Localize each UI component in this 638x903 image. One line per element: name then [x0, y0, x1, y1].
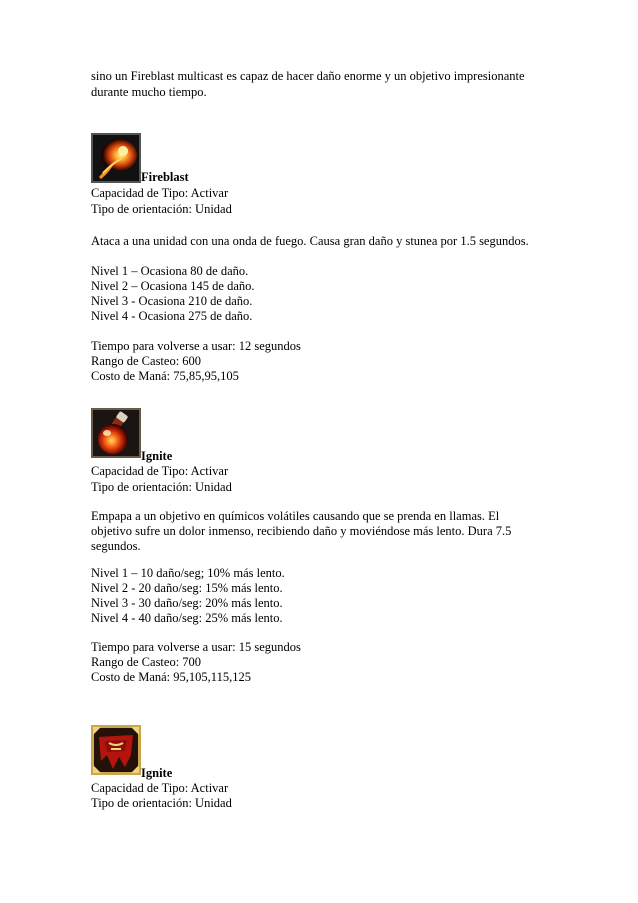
intro-line-2: durante mucho tiempo.: [91, 85, 207, 99]
fireblast-level-3: Nivel 3 - Ocasiona 210 de daño.: [91, 294, 253, 308]
ignite-tipo: Capacidad de Tipo: Activar: [91, 464, 229, 478]
ignite-potion-icon: [91, 408, 141, 458]
ignite-level-3: Nivel 3 - 30 daño/seg: 20% más lento.: [91, 596, 283, 610]
fireblast-orientacion: Tipo de orientación: Unidad: [91, 202, 232, 216]
ignite-level-4: Nivel 4 - 40 daño/seg: 25% más lento.: [91, 611, 283, 625]
ignite-description-line-1: Empapa a un objetivo en químicos volátiles causando que se prenda en llamas. El: [91, 509, 500, 523]
fireblast-description: Ataca a una unidad con una onda de fuego. Causa gran daño y stunea por 1.5 segundos.: [91, 234, 529, 248]
ignite-description-line-2: objetivo sufre un dolor inmenso, recibiendo daño y moviéndose más lento. Dura 7.5: [91, 524, 512, 538]
fireblast-icon: [91, 133, 141, 183]
fireblast-level-4: Nivel 4 - Ocasiona 275 de daño.: [91, 309, 253, 323]
ignite-2-tipo: Capacidad de Tipo: Activar: [91, 781, 229, 795]
ignite-2-orientacion: Tipo de orientación: Unidad: [91, 796, 232, 810]
intro-line-1: sino un Fireblast multicast es capaz de hacer daño enorme y un objetivo impresionante: [91, 69, 525, 83]
ability-name-ignite: Ignite: [141, 449, 173, 463]
ignite-level-2: Nivel 2 - 20 daño/seg: 15% más lento.: [91, 581, 283, 595]
fireblast-mana-cost: Costo de Maná: 75,85,95,105: [91, 369, 239, 383]
ignite-orientacion: Tipo de orientación: Unidad: [91, 480, 232, 494]
fireblast-tipo: Capacidad de Tipo: Activar: [91, 186, 229, 200]
ignite-range: Rango de Casteo: 700: [91, 655, 202, 669]
ignite-level-1: Nivel 1 – 10 daño/seg; 10% más lento.: [91, 566, 285, 580]
ignite-description-line-3: segundos.: [91, 539, 141, 553]
ignite-mana-cost: Costo de Maná: 95,105,115,125: [91, 670, 251, 684]
ability-name-fireblast: Fireblast: [141, 170, 189, 184]
banner-icon: [91, 725, 141, 775]
fireblast-level-1: Nivel 1 – Ocasiona 80 de daño.: [91, 264, 249, 278]
fireblast-range: Rango de Casteo: 600: [91, 354, 202, 368]
ability-name-ignite-2: Ignite: [141, 766, 173, 780]
fireblast-cooldown: Tiempo para volverse a usar: 12 segundos: [91, 339, 301, 353]
ignite-cooldown: Tiempo para volverse a usar: 15 segundos: [91, 640, 301, 654]
fireblast-level-2: Nivel 2 – Ocasiona 145 de daño.: [91, 279, 255, 293]
